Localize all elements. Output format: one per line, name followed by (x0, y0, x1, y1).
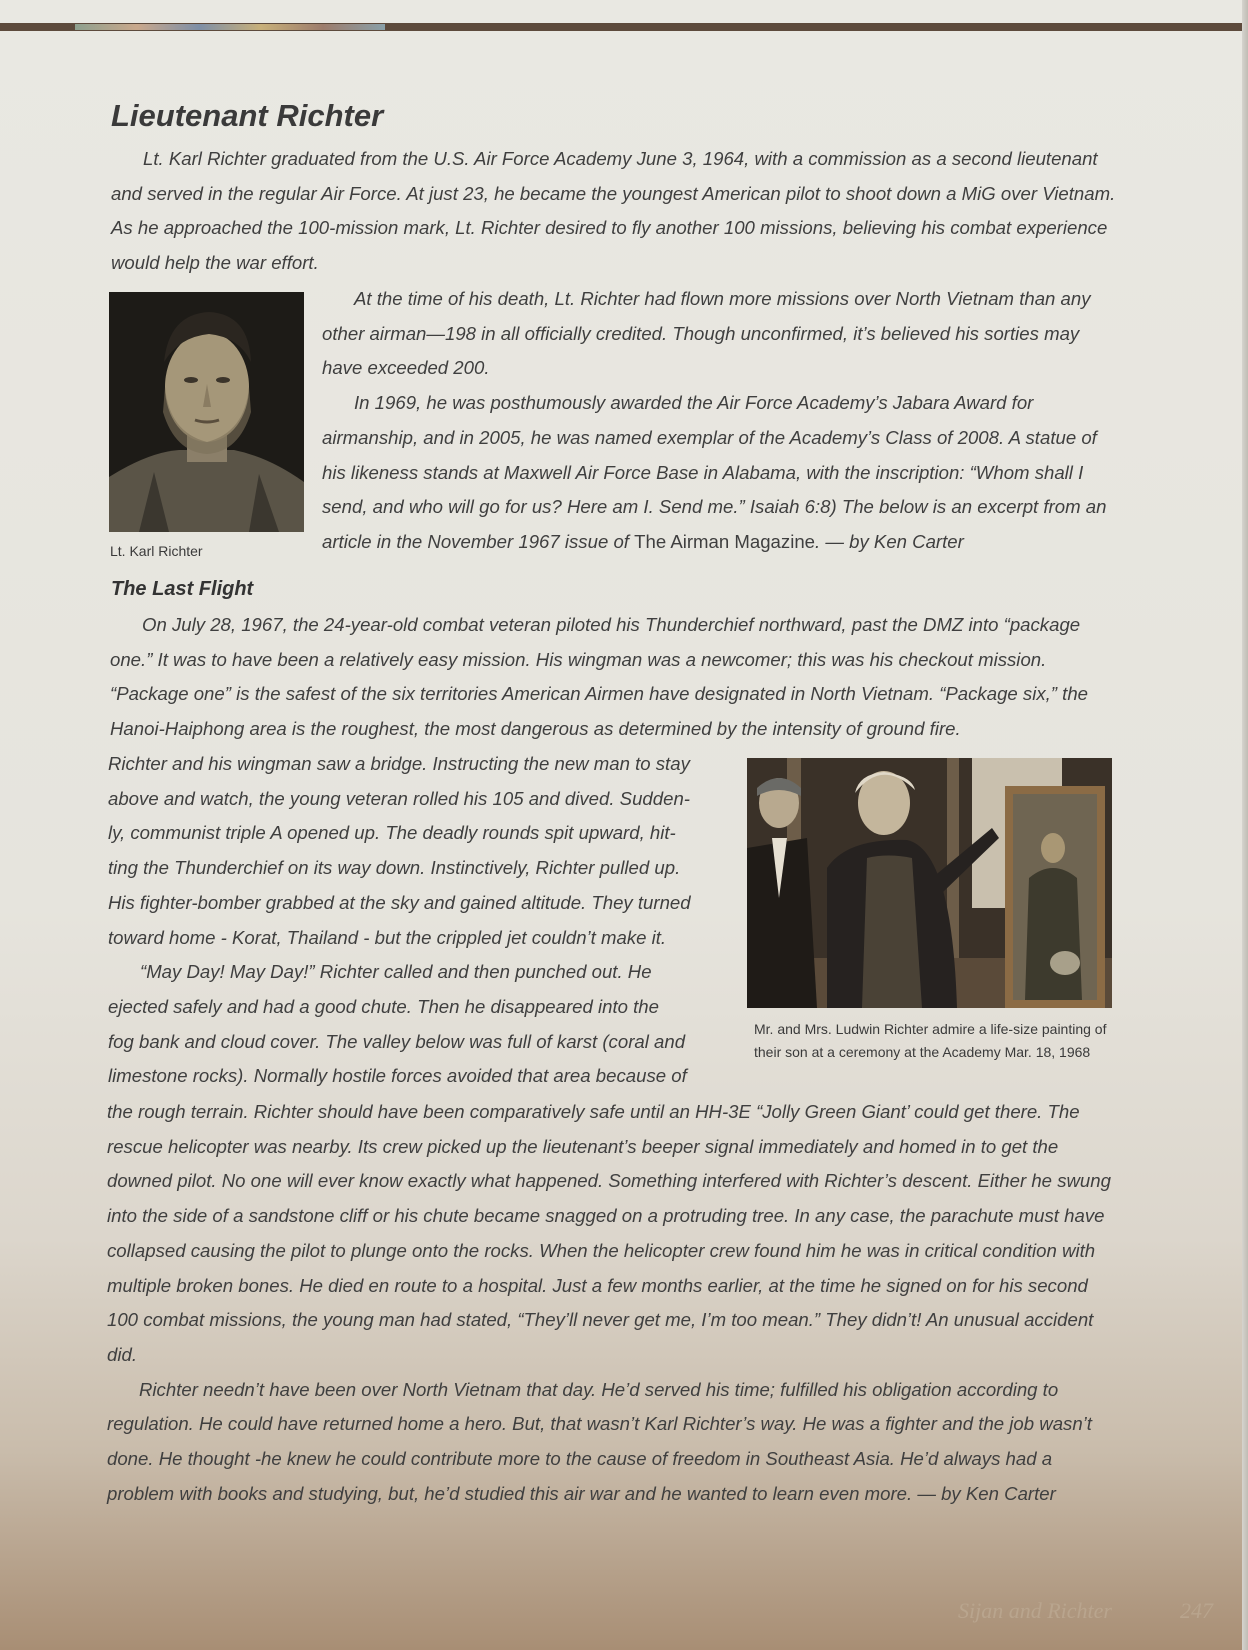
ceremony-illustration (747, 758, 1112, 1008)
text-line: above and watch, the young veteran rolled his 105 and dived. Sudden- (108, 787, 690, 809)
para-rescue: the rough terrain. Richter should have been comparatively safe until an HH-3E “Jolly Green Giant’ could get there. The rescue helicopter was nearby. Its crew picked up the lieutenant’s beeper signal immediately and homed in to get the downed pilot. No one will ever know exactly what happened. Something interfered with Richter’s descent. Either he swung into the side of a sandstone cliff or his chute became snagged on a protruding tree. In any case, the parachute must have collapsed causing the pilot to plunge onto the rocks. When the helicopter crew found him he was in critical condition with multiple broken bones. He died en route to a hospital. Just a few months earlier, at the time he signed on for his second 100 combat missions, the young man had stated, “They’ll never get me, I’m too mean.” They didn’t! An unusual accident did. (107, 1101, 1111, 1365)
last-flight-wrapped-lines (108, 747, 720, 1094)
para-awards-end: . — by Ken Carter (815, 530, 964, 552)
ceremony-photo (747, 758, 1112, 1008)
page-number: 247 (1180, 1598, 1213, 1623)
article-title: Lieutenant Richter (111, 98, 384, 133)
last-flight-para-3 (107, 1095, 1122, 1511)
text-line: ting the Thunderchief on its way down. Instinctively, Richter pulled up. (108, 857, 681, 879)
text-line: ejected safely and had a good chute. Then he disappeared into the (108, 995, 659, 1017)
text-line: Richter and his wingman saw a bridge. Instructing the new man to stay (108, 753, 690, 774)
text-line: toward home - Korat, Thailand - but the crippled jet couldn’t make it. (108, 926, 667, 948)
text-line: ly, communist triple A opened up. The deadly rounds spit upward, hit- (108, 822, 676, 844)
portrait-image (109, 292, 304, 532)
photo-caption: Mr. and Mrs. Ludwin Richter admire a life-size painting of their son at a ceremony at the Academy Mar. 18, 1968 (754, 1021, 1107, 1060)
para-legacy: Richter needn’t have been over North Vietnam that day. He’d served his time; fulfilled his obligation according to regulation. He could have returned home a hero. But, that wasn’t Karl Richter’s way. He was a fighter and the job wasn’t done. He thought -he knew he could contribute more to the cause of freedom in Southeast Asia. He’d always had a problem with books and studying, but, he’d studied this air war and he wanted to learn even more. — by Ken Carter (107, 1378, 1092, 1504)
para-death-stats: At the time of his death, Lt. Richter had flown more missions over North Vietnam than any other airman—198 in all officially credited. Though unconfirmed, it’s believed his sorties may have exceeded 200. (322, 288, 1091, 379)
page-edge (1242, 0, 1248, 1650)
running-footer-title: Sijan and Richter (958, 1598, 1112, 1623)
decorative-color-strip (75, 24, 385, 30)
portrait-caption: Lt. Karl Richter (110, 543, 203, 559)
para-awards (322, 386, 1112, 560)
text-line: “May Day! May Day!” Richter called and then punched out. He (140, 961, 652, 983)
text-line: limestone rocks). Normally hostile forces avoided that area because of (108, 1065, 687, 1087)
magazine-name: The Airman Magazine (634, 530, 816, 552)
intro-paragraph: Lt. Karl Richter graduated from the U.S. Air Force Academy June 3, 1964, with a commission as a second lieutenant and served in the regular Air Force. At just 23, he became the youngest American pilot to shoot down a MiG over Vietnam. As he approached the 100-mission mark, Lt. Richter desired to fly another 100 missions, believing his combat experience would help the war effort. (111, 148, 1116, 274)
text-line: fog bank and cloud cover. The valley below was full of karst (coral and (108, 1030, 686, 1052)
para-awards-text: In 1969, he was posthumously awarded the Air Force Academy’s Jabara Award for airmanship, and in 2005, he was named exemplar of the Academy’s Class of 2008. A statue of his likeness stands at Maxwell Air Force Base in Alabama, with the inscription: “Whom shall I send, and who will go for us? Here am I. Send me.” Isaiah 6:8) The below is an excerpt from an article in the November 1967 issue of (322, 392, 1107, 552)
section-heading-last-flight: The Last Flight (111, 578, 254, 600)
text-line: His fighter-bomber grabbed at the sky and gained altitude. They turned (108, 891, 691, 913)
body-paragraphs-2-3 (322, 282, 1112, 560)
portrait-illustration (109, 292, 304, 532)
last-flight-para-1: On July 28, 1967, the 24-year-old combat veteran piloted his Thunderchief northward, past the DMZ into “package one.” It was to have been a relatively easy mission. His wingman was a newcomer; this was his checkout mission. “Package one” is the safest of the six territories American Airmen have designated in North Vietnam. “Package six,” the Hanoi-Haiphong area is the roughest, the most dangerous as determined by the intensity of ground fire. (110, 614, 1089, 740)
